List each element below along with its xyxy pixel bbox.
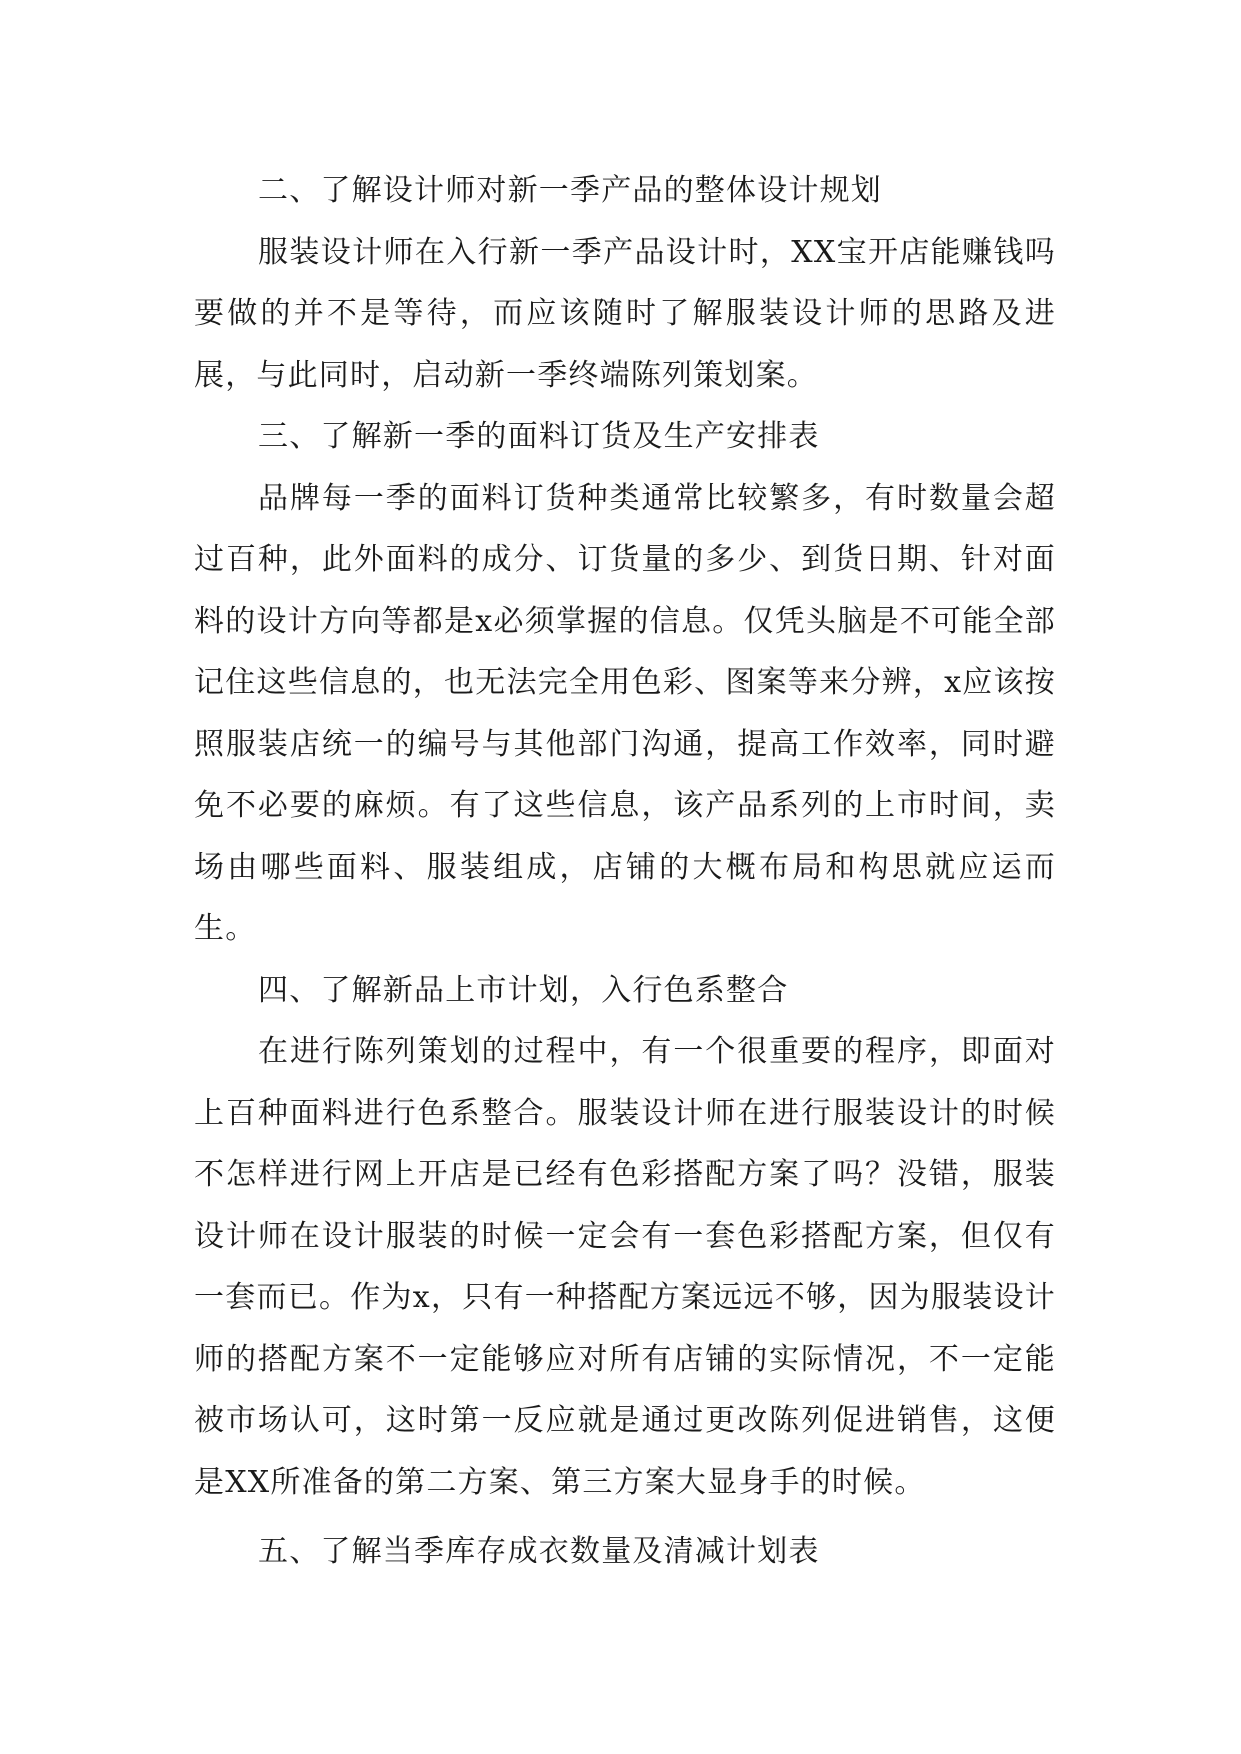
section-heading-3: 三、了解新一季的面料订货及生产安排表 [258,419,820,454]
section-heading-5: 五、了解当季库存成衣数量及清减计划表 [258,1534,820,1569]
section-paragraph-4: 在进行陈列策划的过程中，有一个很重要的程序，即面对上百种面料进行色系整合。服装设计师在进行服装设计的时候不怎样进行网上开店是已经有色彩搭配方案了吗？没错，服装设计师在设计服装的时候一定会有一套色彩搭配方案，但仅有一套而已。作为x，只有一种搭配方案远远不够，因为服装设计师的搭配方案不一定能够应对所有店铺的实际情况，不一定能被市场认可，这时第一反应就是通过更改陈列促进销售，这便是XX所准备的第二方案、第三方案大显身手的时候。 [194,1034,1056,1500]
section-paragraph-3: 品牌每一季的面料订货种类通常比较繁多，有时数量会超过百种，此外面料的成分、订货量的多少、到货日期、针对面料的设计方向等都是x必须掌握的信息。仅凭头脑是不可能全部记住这些信息的，也无法完全用色彩、图案等来分辨，x应该按照服装店统一的编号与其他部门沟通，提高工作效率，同时避免不必要的麻烦。有了这些信息，该产品系列的上市时间，卖场由哪些面料、服装组成，店铺的大概布局和构思就应运而生。 [194,480,1056,946]
section-heading-2: 二、了解设计师对新一季产品的整体设计规划 [258,173,882,208]
section-heading-4: 四、了解新品上市计划，入行色系整合 [258,972,789,1008]
section-paragraph-2: 服装设计师在入行新一季产品设计时，XX宝开店能赚钱吗要做的并不是等待，而应该随时了解服装设计师的思路及进展，与此同时，启动新一季终端陈列策划案。 [194,234,1056,393]
document-body [194,160,1056,1583]
